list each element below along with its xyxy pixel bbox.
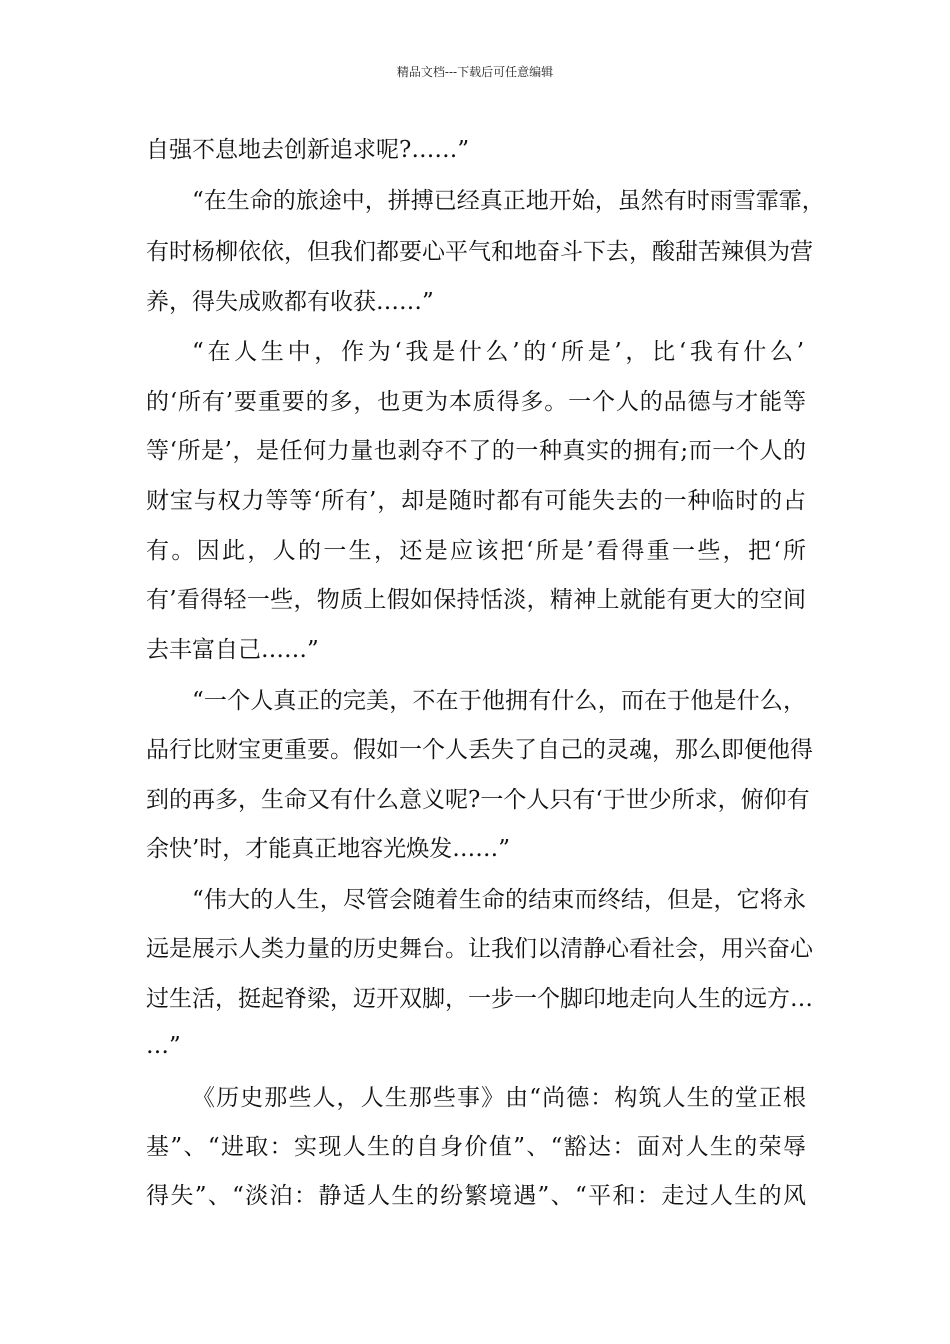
text-line: 等‘所是’，是任何力量也剥夺不了的一种真实的拥有;而一个人的 <box>146 438 806 464</box>
text-line: 的‘所有’要重要的多，也更为本质得多。一个人的品德与才能等 <box>146 389 806 415</box>
text-line: 养，得失成败都有收获……” <box>146 289 434 315</box>
text-line: 有’看得轻一些，物质上假如保持恬淡，精神上就能有更大的空间 <box>146 587 806 613</box>
text-line: 品行比财宝更重要。假如一个人丢失了自己的灵魂，那么即便他得 <box>146 737 813 763</box>
text-line: 过生活，挺起脊梁，迈开双脚，一步一个脚印地走向人生的远方… <box>146 986 813 1012</box>
text-line: “在人生中，作为‘我是什么’的‘所是’，比‘我有什么’ <box>192 339 804 365</box>
text-line: 余快’时，才能真正地容光焕发……” <box>146 836 511 862</box>
text-line: “伟大的人生，尽管会随着生命的结束而终结，但是，它将永 <box>192 887 806 913</box>
text-line: 得失”、“淡泊：静适人生的纷繁境遇”、“平和：走过人生的风 <box>146 1183 806 1209</box>
page-header: 精品文档---下载后可任意编辑 <box>396 65 554 79</box>
text-line: 基”、“进取：实现人生的自身价值”、“豁达：面对人生的荣辱 <box>146 1134 806 1160</box>
text-line: 财宝与权力等等‘所有’，却是随时都有可能失去的一种临时的占 <box>146 488 806 514</box>
text-line: “在生命的旅途中，拼搏已经真正地开始，虽然有时雨雪霏霏， <box>192 188 825 214</box>
text-line: “一个人真正的完美，不在于他拥有什么，而在于他是什么， <box>192 688 806 714</box>
text-line: 到的再多，生命又有什么意义呢?一个人只有‘于世少所求，俯仰有 <box>146 787 810 813</box>
text-line: 有。因此，人的一生，还是应该把‘所是’看得重一些，把‘所 <box>146 538 806 564</box>
text-line: 《历史那些人，人生那些事》由“尚德：构筑人生的堂正根 <box>192 1085 806 1111</box>
text-line: 远是展示人类力量的历史舞台。让我们以清静心看社会，用兴奋心 <box>146 936 813 962</box>
text-line: …” <box>146 1033 181 1059</box>
text-line: 有时杨柳依依，但我们都要心平气和地奋斗下去，酸甜苦辣俱为营 <box>146 239 813 265</box>
text-line: 自强不息地去创新追求呢?……” <box>146 137 470 163</box>
text-line: 去丰富自己……” <box>146 637 319 663</box>
